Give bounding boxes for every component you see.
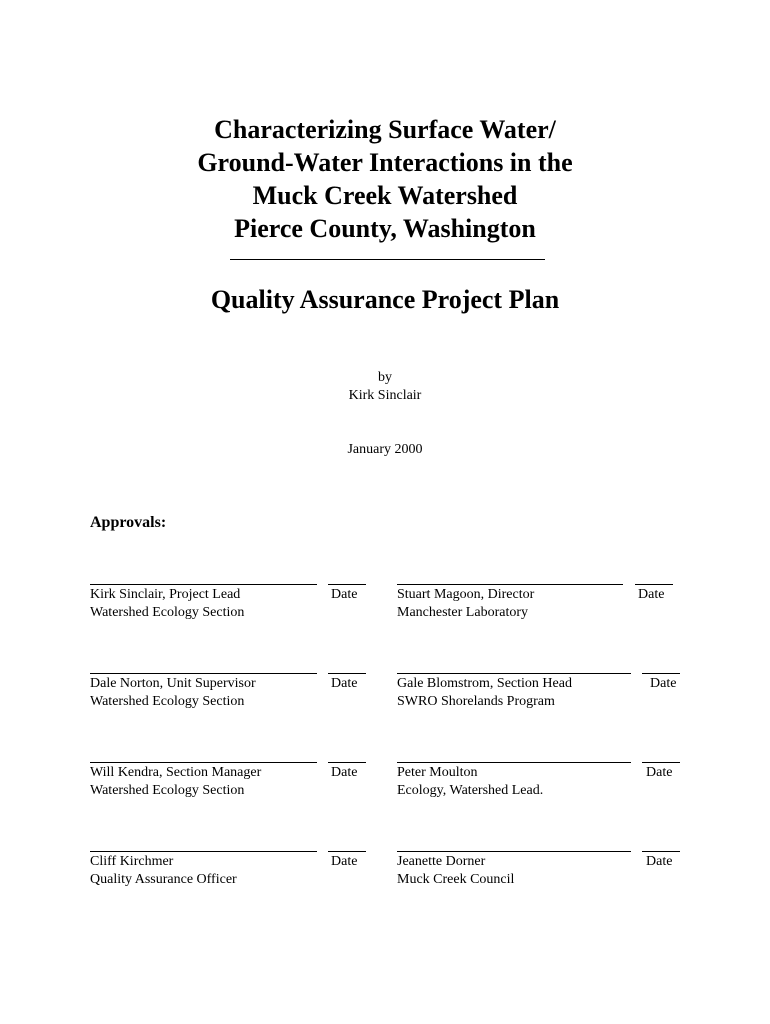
- date-line[interactable]: [642, 762, 680, 763]
- signer-org: Quality Assurance Officer: [90, 872, 237, 887]
- date-line[interactable]: [642, 673, 680, 674]
- document-subtitle: Quality Assurance Project Plan: [210, 285, 560, 314]
- date-line[interactable]: [635, 584, 673, 585]
- signature-line[interactable]: [397, 762, 631, 763]
- signer-org: Manchester Laboratory: [397, 605, 528, 620]
- signer-name: Stuart Magoon, Director: [397, 587, 535, 602]
- date-label: Date: [331, 765, 358, 780]
- date-label: Date: [650, 676, 677, 691]
- signer-name: Jeanette Dorner: [397, 854, 486, 869]
- signer-name: Dale Norton, Unit Supervisor: [90, 676, 256, 691]
- title-line-1: Characterizing Surface Water/: [214, 115, 556, 144]
- byline-author: Kirk Sinclair: [348, 388, 422, 403]
- signer-name: Will Kendra, Section Manager: [90, 765, 262, 780]
- title-line-4: Pierce County, Washington: [234, 214, 536, 243]
- signature-line[interactable]: [90, 673, 317, 674]
- title-line-2: Ground-Water Interactions in the: [197, 148, 573, 177]
- signer-name: Peter Moulton: [397, 765, 478, 780]
- date-label: Date: [638, 587, 665, 602]
- signer-org: Watershed Ecology Section: [90, 783, 245, 798]
- title-divider: [230, 259, 545, 260]
- date-line[interactable]: [328, 851, 366, 852]
- date-label: Date: [331, 676, 358, 691]
- signer-org: Watershed Ecology Section: [90, 605, 245, 620]
- date-line[interactable]: [328, 584, 366, 585]
- signature-line[interactable]: [90, 762, 317, 763]
- approvals-heading: Approvals:: [90, 514, 167, 531]
- signer-name: Kirk Sinclair, Project Lead: [90, 587, 241, 602]
- signature-line[interactable]: [90, 584, 317, 585]
- title-line-3: Muck Creek Watershed: [252, 181, 518, 210]
- document-title: [0, 113, 770, 245]
- date-label: Date: [646, 854, 673, 869]
- byline-by: by: [378, 370, 392, 385]
- signer-org: Watershed Ecology Section: [90, 694, 245, 709]
- date-line[interactable]: [642, 851, 680, 852]
- signature-line[interactable]: [397, 584, 623, 585]
- date-label: Date: [331, 587, 358, 602]
- document-date: January 2000: [347, 442, 423, 457]
- signer-org: Ecology, Watershed Lead.: [397, 783, 544, 798]
- signature-line[interactable]: [90, 851, 317, 852]
- signature-line[interactable]: [397, 673, 631, 674]
- signer-org: Muck Creek Council: [397, 872, 515, 887]
- signature-line[interactable]: [397, 851, 631, 852]
- signer-name: Gale Blomstrom, Section Head: [397, 676, 572, 691]
- date-line[interactable]: [328, 762, 366, 763]
- date-label: Date: [331, 854, 358, 869]
- date-line[interactable]: [328, 673, 366, 674]
- date-label: Date: [646, 765, 673, 780]
- signer-org: SWRO Shorelands Program: [397, 694, 555, 709]
- signer-name: Cliff Kirchmer: [90, 854, 174, 869]
